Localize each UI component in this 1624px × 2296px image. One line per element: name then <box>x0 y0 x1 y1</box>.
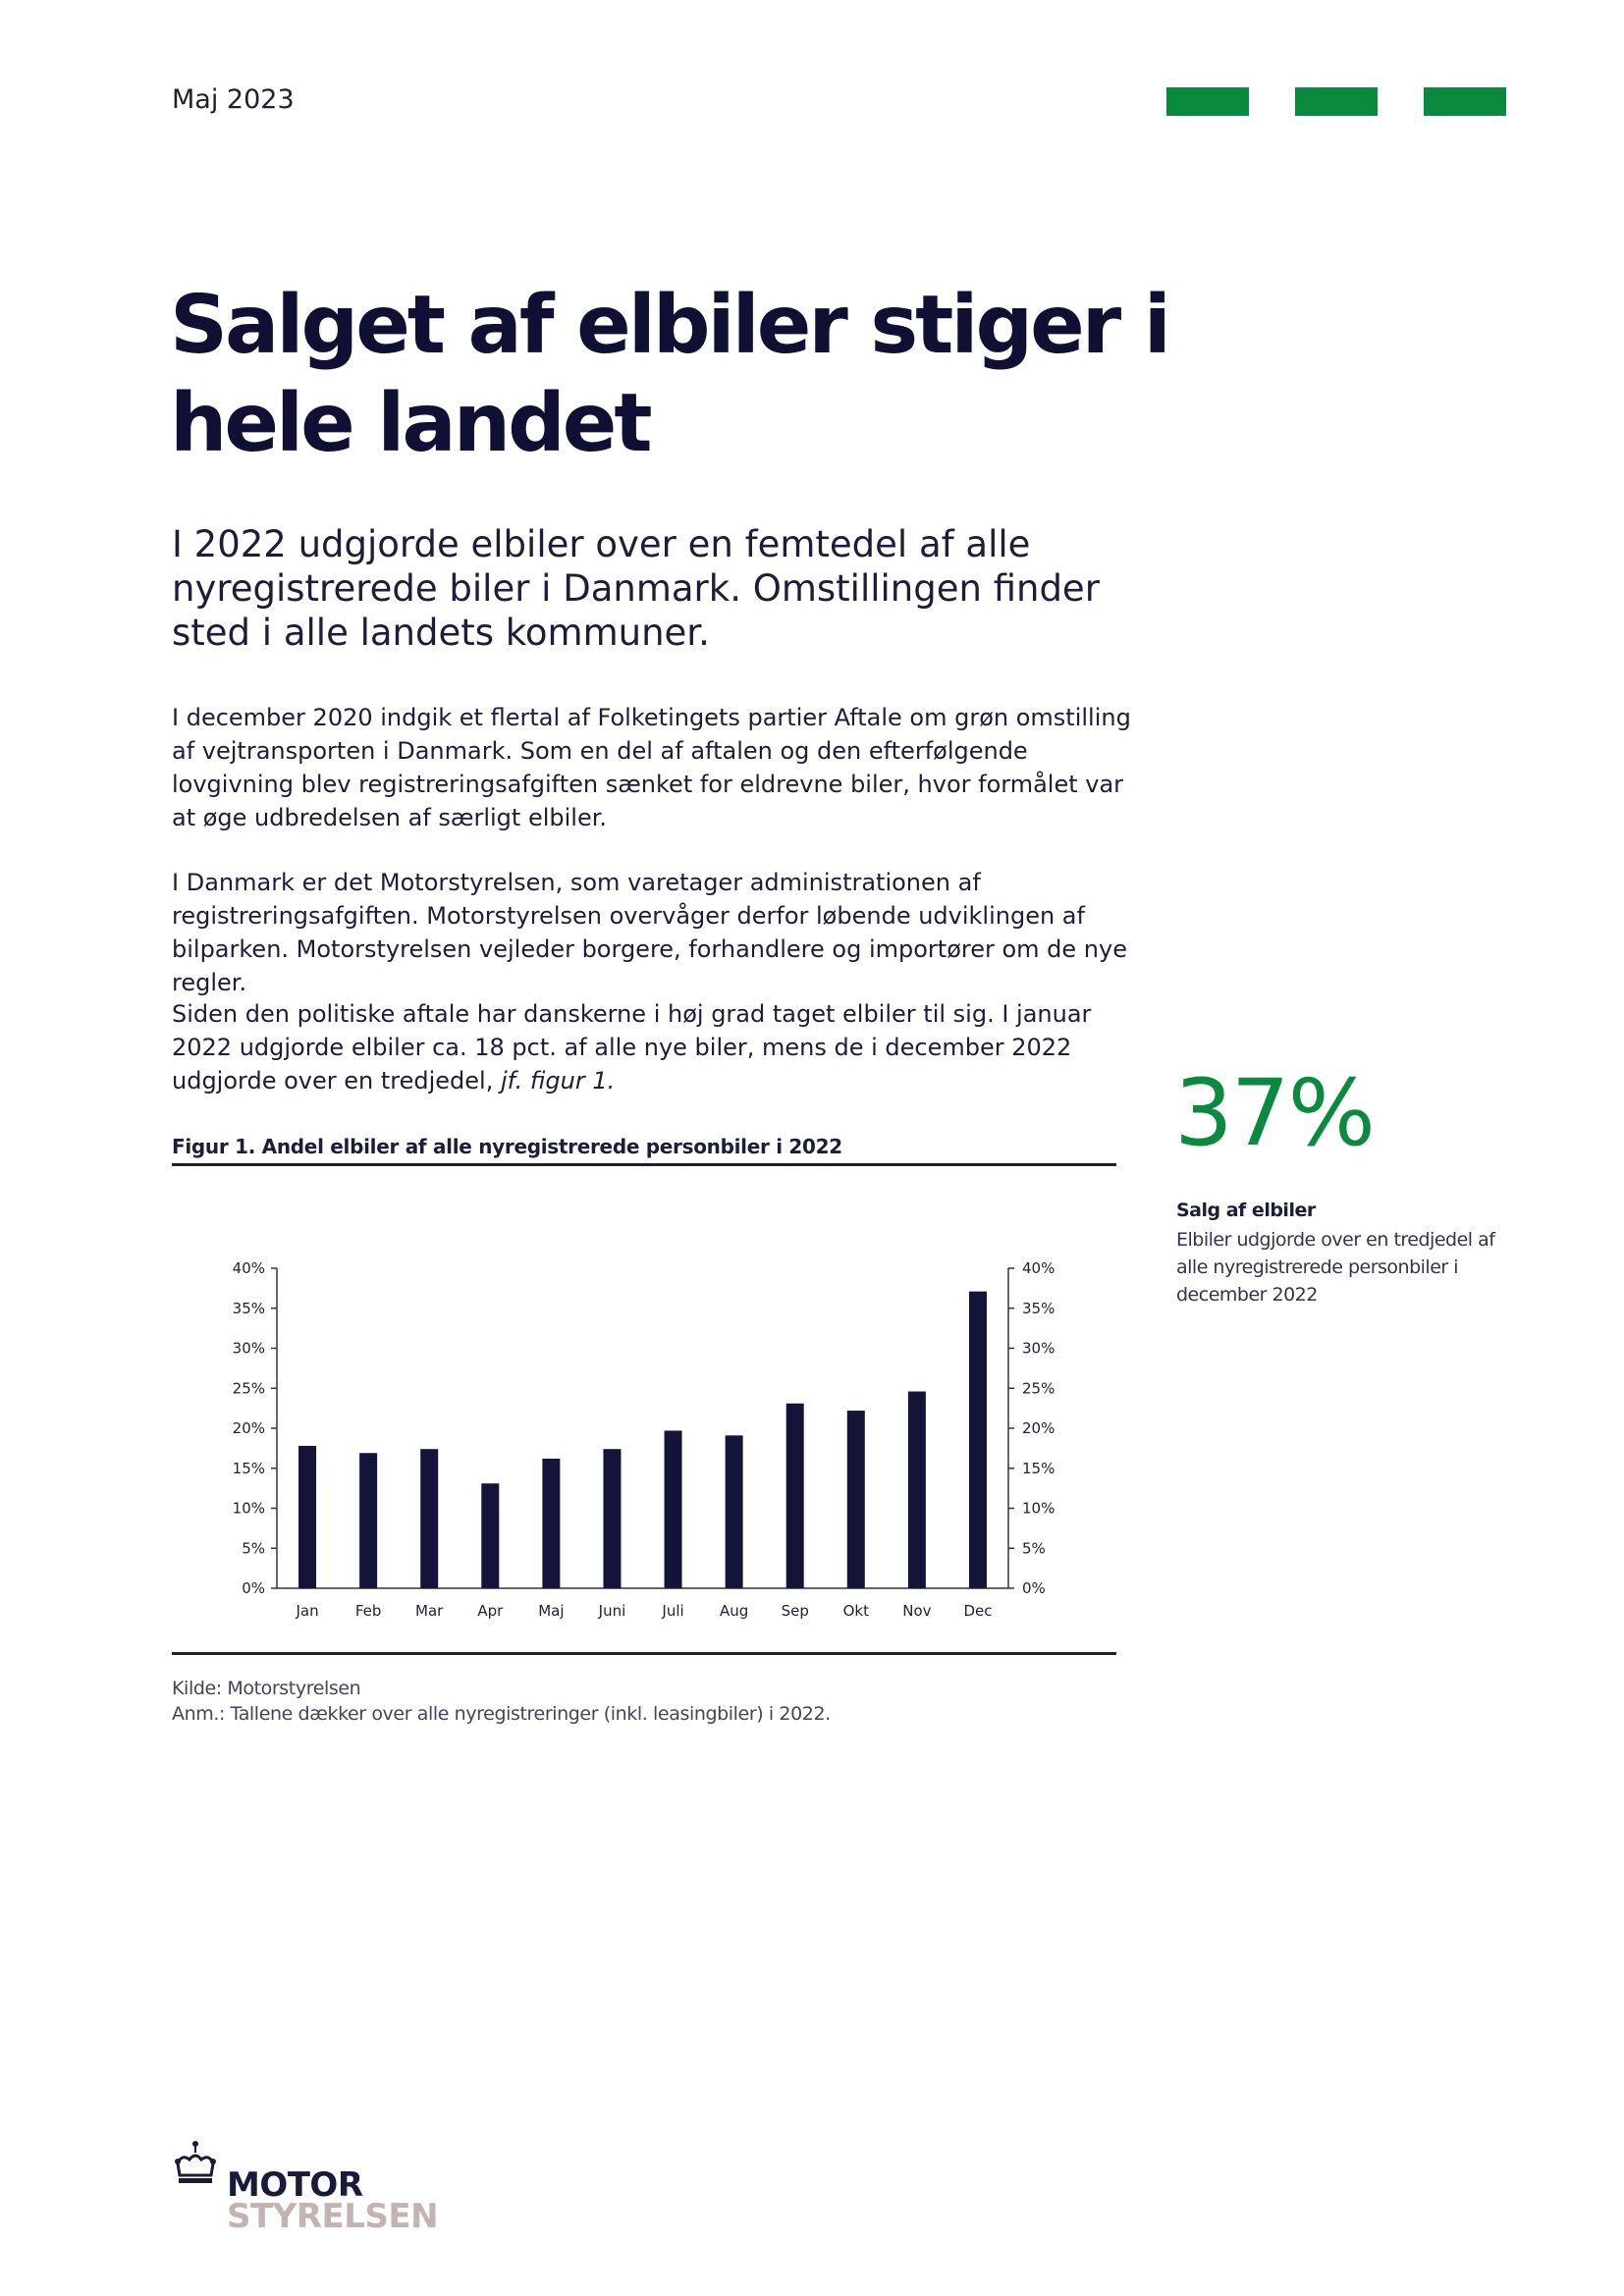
bar-aug <box>726 1435 743 1588</box>
figure-note: Anm.: Tallene dækker over alle nyregistreringer (inkl. leasingbiler) i 2022. <box>172 1703 831 1725</box>
y-tick-label-right: 35% <box>1022 1299 1056 1317</box>
lead-paragraph: I 2022 udgjorde elbiler over en femtedel af alle nyregistrerede biler i Danmark. Omstillingen finder sted i alle landets kommuner. <box>172 523 1100 654</box>
bar-maj <box>542 1459 560 1588</box>
x-tick-label: Mar <box>415 1602 444 1620</box>
bar-dec <box>969 1292 987 1588</box>
figure-top-rule <box>172 1163 1116 1166</box>
y-tick-label-right: 15% <box>1022 1459 1056 1477</box>
y-tick-label-right: 40% <box>1022 1259 1056 1277</box>
body-paragraph-text: Siden den politiske aftale har danskerne i høj grad taget elbiler til sig. I januar 2022 udgjorde elbiler ca. 18 pct. af alle nye biler, mens de i december 2022 udgjorde over en tredjedel, <box>172 1000 1092 1095</box>
x-tick-label: Maj <box>538 1602 565 1620</box>
crown-logo-icon <box>172 2138 219 2199</box>
key-figure-text: Elbiler udgjorde over en tredjedel af alle nyregistrerede personbiler i december 2022 <box>1176 1229 1495 1306</box>
bar-chart <box>172 1188 1116 1639</box>
figure-title: Figur 1. Andel elbiler af alle nyregistrerede personbiler i 2022 <box>172 1135 842 1158</box>
bar-juli <box>665 1430 682 1588</box>
publication-date: Maj 2023 <box>172 84 295 115</box>
x-tick-label: Apr <box>477 1602 504 1620</box>
key-figure: 37% <box>1174 1060 1374 1167</box>
y-tick-label-right: 20% <box>1022 1419 1056 1437</box>
bar-feb <box>359 1453 377 1588</box>
logo-wordmark-motor: MOTOR <box>227 2165 363 2205</box>
accent-bar <box>1424 87 1506 116</box>
y-tick-label-left: 30% <box>232 1339 265 1358</box>
key-figure-heading: Salg af elbiler <box>1176 1200 1316 1221</box>
x-tick-label: Nov <box>902 1602 932 1620</box>
y-tick-label-right: 25% <box>1022 1379 1056 1398</box>
bar-okt <box>847 1411 865 1588</box>
x-tick-label: Juni <box>598 1602 626 1620</box>
y-tick-label-right: 0% <box>1022 1579 1046 1597</box>
y-tick-label-right: 10% <box>1022 1499 1056 1518</box>
page-title: Salget af elbiler stiger i hele landet <box>170 279 1168 470</box>
y-tick-label-left: 35% <box>232 1299 265 1317</box>
accent-bar <box>1295 87 1378 116</box>
y-tick-label-left: 15% <box>232 1459 265 1477</box>
y-tick-label-left: 20% <box>232 1419 265 1437</box>
bar-nov <box>908 1392 926 1588</box>
body-paragraph <box>172 997 1154 1097</box>
logo-wordmark-styrelsen: STYRELSEN <box>227 2197 439 2236</box>
x-tick-label: Juli <box>662 1602 684 1620</box>
bar-sep <box>786 1404 804 1588</box>
y-tick-label-right: 30% <box>1022 1339 1056 1358</box>
x-tick-label: Feb <box>354 1602 382 1620</box>
y-tick-label-left: 25% <box>232 1379 265 1398</box>
x-tick-label: Okt <box>842 1602 869 1620</box>
figure-bottom-rule <box>172 1652 1116 1655</box>
bar-jan <box>298 1446 316 1588</box>
x-tick-label: Sep <box>781 1602 809 1620</box>
body-paragraph: I Danmark er det Motorstyrelsen, som varetager administrationen af registreringsafgiften. Motorstyrelsen overvåger derfor løbende udviklingen af bilparken. Motorstyrelsen vejleder borgere, forhandlere og importører om de nye regler. <box>172 869 1127 996</box>
accent-bar <box>1166 87 1249 116</box>
y-tick-label-left: 10% <box>232 1499 265 1518</box>
bar-mar <box>420 1449 438 1588</box>
bar-juni <box>603 1449 621 1588</box>
body-paragraph: I december 2020 indgik et flertal af Folketingets partier Aftale om grøn omstilling af vejtransporten i Danmark. Som en del af aftalen og den efterfølgende lovgivning blev registreringsafgiften sænket for eldrevne biler, hvor formålet var at øge udbredelsen af særligt elbiler. <box>172 704 1131 831</box>
bar-apr <box>481 1483 499 1588</box>
y-tick-label-left: 0% <box>242 1579 265 1597</box>
y-tick-label-left: 40% <box>232 1259 265 1277</box>
x-tick-label: Jan <box>296 1602 319 1620</box>
x-tick-label: Dec <box>963 1602 993 1620</box>
figure-reference: jf. figur 1. <box>500 1067 616 1095</box>
y-tick-label-left: 5% <box>242 1539 265 1558</box>
y-tick-label-right: 5% <box>1022 1539 1046 1558</box>
figure-source: Kilde: Motorstyrelsen <box>172 1678 361 1699</box>
x-tick-label: Aug <box>719 1602 749 1620</box>
